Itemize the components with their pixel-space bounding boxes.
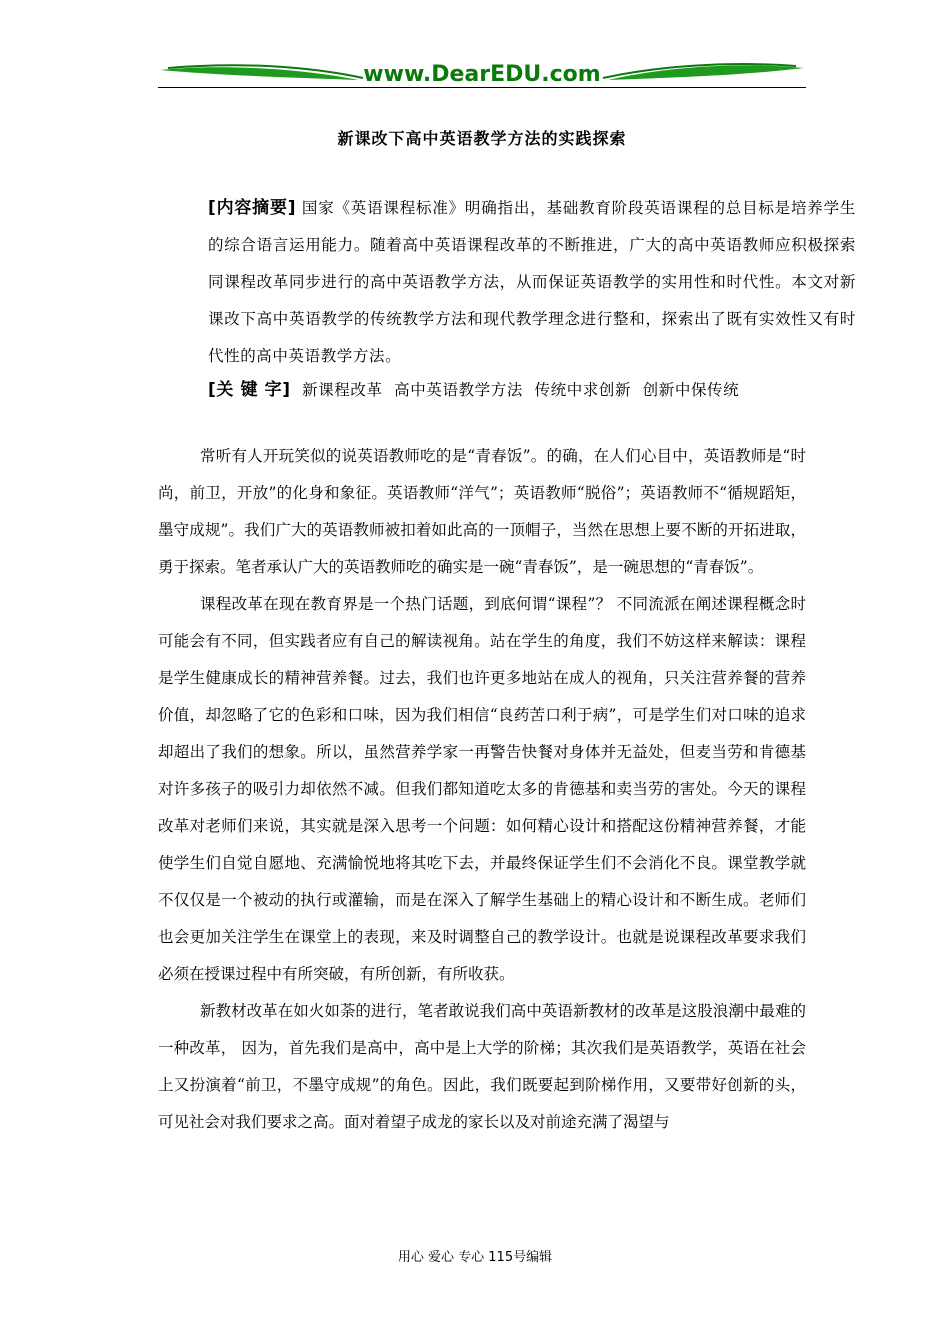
keywords-section bbox=[208, 375, 739, 400]
site-url: www.DearEDU.com bbox=[363, 62, 601, 87]
keyword-item: 高中英语教学方法 bbox=[394, 381, 523, 399]
article-title: 新课改下高中英语教学方法的实践探索 bbox=[337, 129, 627, 148]
keywords-label: [关 键 字] bbox=[208, 380, 291, 400]
header-rule bbox=[158, 87, 806, 88]
body-paragraph: 常听有人开玩笑似的说英语教师吃的是“青春饭”。的确，在人们心目中，英语教师是“时尚，前卫，开放”的化身和象征。英语教师“洋气”；英语教师“脱俗”；英语教师不“循规蹈矩，墨守成规”。我们广大的英语教师被扣着如此高的一顶帽子，当然在思想上要不断的开拓进取，勇于探索。笔者承认广大的英语教师吃的确实是一碗“青春饭”，是一碗思想的“青春饭”。 bbox=[158, 447, 806, 576]
abstract-label: [内容摘要] bbox=[208, 198, 297, 218]
abstract-text: 国家《英语课程标准》明确指出，基础教育阶段英语课程的总目标是培养学生的综合语言运用能力。随着高中英语课程改革的不断推进，广大的高中英语教师应积极探索同课程改革同步进行的高中英语教学方法，从而保证英语教学的实用性和时代性。本文对新课改下高中英语教学的传统教学方法和现代教学理念进行整和，探索出了既有实效性又有时代性的高中英语教学方法。 bbox=[208, 199, 856, 365]
keyword-item: 创新中保传统 bbox=[642, 381, 740, 399]
keyword-item: 传统中求创新 bbox=[534, 381, 632, 399]
keyword-item: 新课程改革 bbox=[302, 381, 383, 399]
body-paragraph: 课程改革在现在教育界是一个热门话题，到底何谓“课程”？ 不同流派在阐述课程概念时可能会有不同，但实践者应有自己的解读视角。站在学生的角度，我们不妨这样来解读：课程是学生健康成长的精神营养餐。过去，我们也许更多地站在成人的视角，只关注营养餐的营养价值，却忽略了它的色彩和口味，因为我们相信“良药苦口利于病”，可是学生们对口味的追求却超出了我们的想象。所以，虽然营养学家一再警告快餐对身体并无益处，但麦当劳和肯德基对许多孩子的吸引力却依然不减。但我们都知道吃太多的肯德基和卖当劳的害处。今天的课程改革对老师们来说，其实就是深入思考一个问题：如何精心设计和搭配这份精神营养餐，才能使学生们自觉自愿地、充满愉悦地将其吃下去，并最终保证学生们不会消化不良。课堂教学就不仅仅是一个被动的执行或灌输，而是在深入了解学生基础上的精心设计和不断生成。老师们也会更加关注学生在课堂上的表现，来及时调整自己的教学设计。也就是说课程改革要求我们必须在授课过程中有所突破，有所创新，有所收获。 bbox=[158, 595, 806, 983]
page-footer: 用心 爱心 专心 115号编辑 bbox=[397, 1250, 553, 1265]
abstract-section bbox=[158, 190, 856, 375]
body-paragraph: 新教材改革在如火如荼的进行，笔者敢说我们高中英语新教材的改革是这股浪潮中最难的一种改革， 因为，首先我们是高中，高中是上大学的阶梯；其次我们是英语教学，英语在社会上又扮演着“前卫，不墨守成规”的角色。因此，我们既要起到阶梯作用，又要带好创新的头，可见社会对我们要求之高。面对着望子成龙的家长以及对前途充满了渴望与 bbox=[158, 1002, 806, 1131]
article-body bbox=[158, 438, 806, 1141]
